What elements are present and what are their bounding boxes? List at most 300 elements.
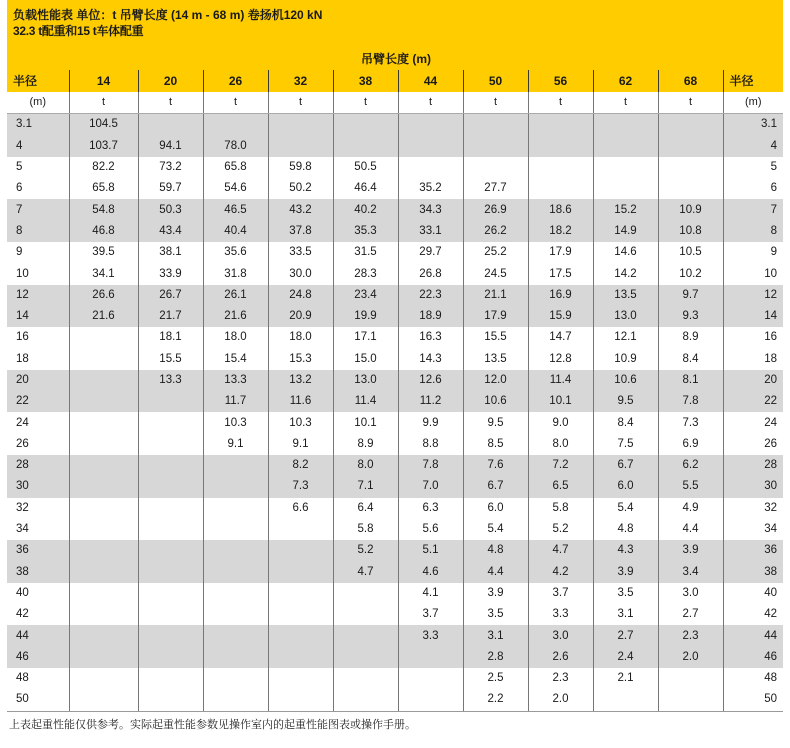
load-cell [69,434,138,455]
load-cell: 21.1 [463,285,528,306]
boom-length-68: 68 [658,70,723,92]
load-cell [203,114,268,136]
load-cell: 8.0 [333,455,398,476]
load-table [7,48,783,711]
load-cell: 13.0 [593,306,658,327]
radius-cell: 38 [7,562,69,583]
load-unit: t [203,92,268,114]
load-cell: 5.8 [333,519,398,540]
load-cell: 26.9 [463,199,528,220]
table-row [7,455,783,476]
load-cell [69,455,138,476]
units-row [7,92,783,114]
load-cell [593,157,658,178]
load-cell: 8.4 [593,412,658,433]
load-cell [203,476,268,497]
load-cell: 4.9 [658,498,723,519]
load-cell: 35.6 [203,242,268,263]
load-cell [333,625,398,646]
load-cell: 18.2 [528,221,593,242]
boom-length-14: 14 [69,70,138,92]
load-cell [138,114,203,136]
load-cell: 3.9 [593,562,658,583]
load-cell: 6.2 [658,455,723,476]
load-cell [333,583,398,604]
radius-cell-right: 30 [723,476,783,497]
load-cell [333,647,398,668]
table-row [7,221,783,242]
load-cell [138,668,203,689]
load-cell: 3.7 [398,604,463,625]
load-cell [69,668,138,689]
radius-unit-left: (m) [7,92,69,114]
load-cell: 11.7 [203,391,268,412]
load-cell: 82.2 [69,157,138,178]
load-cell: 78.0 [203,136,268,157]
load-cell: 15.5 [138,349,203,370]
load-cell [528,136,593,157]
load-cell: 46.5 [203,199,268,220]
load-cell [138,689,203,710]
load-cell [658,689,723,710]
load-unit: t [138,92,203,114]
load-cell: 28.3 [333,263,398,284]
boom-length-label: 吊臂长度 (m) [361,51,431,66]
load-cell: 26.1 [203,285,268,306]
load-cell: 3.5 [593,583,658,604]
load-cell [463,114,528,136]
radius-cell: 50 [7,689,69,710]
table-row [7,562,783,583]
load-cell: 22.3 [398,285,463,306]
radius-cell: 8 [7,221,69,242]
load-cell [69,647,138,668]
load-cell: 7.5 [593,434,658,455]
load-cell [69,540,138,561]
load-cell [398,157,463,178]
load-cell: 8.9 [658,327,723,348]
load-cell: 18.1 [138,327,203,348]
load-unit: t [333,92,398,114]
load-cell: 2.1 [593,668,658,689]
load-cell: 4.4 [463,562,528,583]
load-cell: 3.3 [398,625,463,646]
radius-header-right: 半径 [723,70,783,92]
boom-length-62: 62 [593,70,658,92]
load-cell: 24.8 [268,285,333,306]
table-row [7,285,783,306]
radius-cell: 5 [7,157,69,178]
radius-cell-right: 14 [723,306,783,327]
load-cell [203,668,268,689]
table-row [7,306,783,327]
boom-length-50: 50 [463,70,528,92]
radius-cell-right: 28 [723,455,783,476]
load-cell: 4.1 [398,583,463,604]
load-cell: 50.2 [268,178,333,199]
boom-length-44: 44 [398,70,463,92]
load-cell: 4.2 [528,562,593,583]
load-cell: 20.9 [268,306,333,327]
boom-length-20: 20 [138,70,203,92]
load-cell [203,604,268,625]
load-cell: 40.4 [203,221,268,242]
load-cell: 15.9 [528,306,593,327]
radius-cell: 10 [7,263,69,284]
table-row [7,370,783,391]
table-row [7,540,783,561]
load-cell [268,689,333,710]
load-cell: 33.1 [398,221,463,242]
radius-cell: 14 [7,306,69,327]
load-cell [138,625,203,646]
radius-cell: 46 [7,647,69,668]
load-cell: 6.0 [463,498,528,519]
load-cell [203,562,268,583]
load-cell: 4.8 [593,519,658,540]
radius-cell-right: 44 [723,625,783,646]
radius-cell: 30 [7,476,69,497]
load-cell: 21.6 [69,306,138,327]
load-cell [398,689,463,710]
load-cell: 7.8 [398,455,463,476]
load-cell [69,498,138,519]
load-cell: 33.9 [138,263,203,284]
load-cell: 8.0 [528,434,593,455]
radius-cell-right: 3.1 [723,114,783,136]
radius-cell: 28 [7,455,69,476]
load-cell: 13.3 [138,370,203,391]
table-row [7,199,783,220]
load-cell: 15.3 [268,349,333,370]
load-cell: 6.5 [528,476,593,497]
load-cell [138,647,203,668]
load-cell [333,114,398,136]
load-cell [268,114,333,136]
radius-cell: 4 [7,136,69,157]
load-table-body [7,114,783,711]
load-cell [203,647,268,668]
boom-length-32: 32 [268,70,333,92]
load-cell: 35.3 [333,221,398,242]
load-cell [138,583,203,604]
load-cell: 10.3 [268,412,333,433]
load-cell: 65.8 [203,157,268,178]
load-cell: 9.1 [203,434,268,455]
radius-cell-right: 18 [723,349,783,370]
load-cell [268,647,333,668]
load-cell: 2.2 [463,689,528,710]
radius-cell-right: 46 [723,647,783,668]
load-cell: 15.5 [463,327,528,348]
load-cell: 2.6 [528,647,593,668]
load-cell [268,136,333,157]
load-cell: 10.8 [658,221,723,242]
load-cell: 40.2 [333,199,398,220]
radius-cell-right: 16 [723,327,783,348]
radius-cell-right: 4 [723,136,783,157]
load-unit: t [528,92,593,114]
radius-cell: 9 [7,242,69,263]
load-cell: 9.7 [658,285,723,306]
load-cell: 14.7 [528,327,593,348]
load-cell: 46.8 [69,221,138,242]
load-cell: 9.5 [593,391,658,412]
radius-cell: 6 [7,178,69,199]
load-cell: 2.8 [463,647,528,668]
radius-cell-right: 8 [723,221,783,242]
load-cell [333,689,398,710]
radius-cell-right: 34 [723,519,783,540]
table-row [7,668,783,689]
load-cell [138,434,203,455]
table-row [7,114,783,136]
load-cell [268,625,333,646]
load-cell: 59.8 [268,157,333,178]
load-cell [268,562,333,583]
chart-title-bar [7,0,783,48]
load-cell: 31.8 [203,263,268,284]
load-cell [69,604,138,625]
table-row [7,519,783,540]
radius-cell-right: 12 [723,285,783,306]
load-cell: 54.6 [203,178,268,199]
load-cell: 7.1 [333,476,398,497]
load-cell [69,476,138,497]
load-cell: 8.5 [463,434,528,455]
load-cell: 6.9 [658,434,723,455]
load-cell [138,540,203,561]
radius-cell-right: 24 [723,412,783,433]
load-cell: 10.1 [333,412,398,433]
load-cell [69,562,138,583]
load-cell [658,157,723,178]
table-row [7,476,783,497]
table-row [7,625,783,646]
load-cell [268,583,333,604]
load-cell: 3.3 [528,604,593,625]
radius-cell-right: 10 [723,263,783,284]
load-cell: 103.7 [69,136,138,157]
radius-cell-right: 6 [723,178,783,199]
radius-cell: 42 [7,604,69,625]
load-cell: 26.7 [138,285,203,306]
load-cell [528,157,593,178]
load-cell: 6.7 [593,455,658,476]
load-cell: 39.5 [69,242,138,263]
radius-cell-right: 36 [723,540,783,561]
load-cell [268,604,333,625]
load-cell: 3.5 [463,604,528,625]
boom-length-26: 26 [203,70,268,92]
table-row [7,136,783,157]
load-cell: 7.6 [463,455,528,476]
load-cell [268,540,333,561]
radius-cell: 7 [7,199,69,220]
load-cell: 6.3 [398,498,463,519]
load-cell [463,136,528,157]
load-cell: 15.2 [593,199,658,220]
load-cell [398,668,463,689]
load-cell: 13.5 [593,285,658,306]
load-cell: 12.0 [463,370,528,391]
table-row [7,157,783,178]
table-row [7,263,783,284]
load-cell: 9.1 [268,434,333,455]
radius-cell-right: 22 [723,391,783,412]
load-cell: 65.8 [69,178,138,199]
load-cell: 10.3 [203,412,268,433]
footer-note: 上表起重性能仅供参考。实际起重性能参数见操作室内的起重性能图表或操作手册。 [9,719,416,731]
radius-cell: 44 [7,625,69,646]
load-cell: 73.2 [138,157,203,178]
load-cell [138,604,203,625]
load-cell: 13.0 [333,370,398,391]
load-cell: 13.2 [268,370,333,391]
boom-lengths-row [7,70,783,92]
table-row [7,498,783,519]
table-row [7,391,783,412]
load-cell: 24.5 [463,263,528,284]
load-cell [203,625,268,646]
load-cell: 4.3 [593,540,658,561]
load-cell: 13.3 [203,370,268,391]
radius-cell: 18 [7,349,69,370]
radius-cell: 16 [7,327,69,348]
load-unit: t [268,92,333,114]
load-cell: 14.2 [593,263,658,284]
table-row [7,412,783,433]
load-chart [7,0,783,712]
load-cell: 8.2 [268,455,333,476]
radius-header-left: 半径 [13,73,38,88]
load-cell: 4.4 [658,519,723,540]
table-row [7,583,783,604]
load-cell: 14.3 [398,349,463,370]
load-cell [203,455,268,476]
radius-cell: 48 [7,668,69,689]
load-cell: 7.0 [398,476,463,497]
load-cell [138,519,203,540]
radius-cell-right: 38 [723,562,783,583]
load-cell: 3.1 [463,625,528,646]
table-row [7,178,783,199]
radius-cell: 26 [7,434,69,455]
load-cell [138,476,203,497]
load-cell: 2.0 [528,689,593,710]
load-cell [528,114,593,136]
radius-cell-right: 50 [723,689,783,710]
load-cell: 4.7 [528,540,593,561]
load-cell: 5.8 [528,498,593,519]
radius-cell: 32 [7,498,69,519]
load-cell: 43.4 [138,221,203,242]
load-cell: 3.0 [528,625,593,646]
radius-cell-right: 20 [723,370,783,391]
load-cell [138,412,203,433]
load-cell: 10.9 [658,199,723,220]
radius-cell-right: 48 [723,668,783,689]
load-cell [398,136,463,157]
radius-cell-right: 42 [723,604,783,625]
load-cell [333,604,398,625]
load-cell: 2.3 [658,625,723,646]
load-cell: 10.5 [658,242,723,263]
radius-cell: 24 [7,412,69,433]
table-row [7,689,783,710]
load-cell: 3.9 [463,583,528,604]
load-cell [69,370,138,391]
radius-cell-right: 5 [723,157,783,178]
load-cell: 10.6 [593,370,658,391]
load-cell [203,519,268,540]
load-cell: 29.7 [398,242,463,263]
load-cell [69,689,138,710]
load-cell: 7.2 [528,455,593,476]
load-cell: 18.0 [268,327,333,348]
load-cell: 35.2 [398,178,463,199]
boom-length-38: 38 [333,70,398,92]
load-cell: 17.9 [528,242,593,263]
load-cell: 6.0 [593,476,658,497]
load-cell [268,668,333,689]
load-cell [658,136,723,157]
chart-title: 负载性能表 单位：t 吊臂长度 (14 m - 68 m) 卷扬机120 kN [13,8,323,22]
load-cell: 2.5 [463,668,528,689]
load-unit: t [593,92,658,114]
load-cell: 34.3 [398,199,463,220]
radius-cell: 36 [7,540,69,561]
load-cell: 9.3 [658,306,723,327]
load-cell [69,625,138,646]
table-row [7,349,783,370]
load-cell: 19.9 [333,306,398,327]
radius-unit-right: (m) [723,92,783,114]
load-cell [593,114,658,136]
radius-cell-right: 9 [723,242,783,263]
load-cell: 16.9 [528,285,593,306]
load-cell: 31.5 [333,242,398,263]
load-cell: 5.4 [593,498,658,519]
load-cell [203,540,268,561]
radius-cell: 3.1 [7,114,69,136]
load-cell: 11.2 [398,391,463,412]
load-cell: 26.8 [398,263,463,284]
load-cell [69,519,138,540]
load-cell: 59.7 [138,178,203,199]
radius-cell: 20 [7,370,69,391]
load-cell: 23.4 [333,285,398,306]
load-cell: 18.0 [203,327,268,348]
load-cell: 11.4 [528,370,593,391]
load-cell: 9.9 [398,412,463,433]
load-cell: 3.0 [658,583,723,604]
load-cell: 17.5 [528,263,593,284]
load-cell: 10.9 [593,349,658,370]
load-cell: 10.2 [658,263,723,284]
load-cell [333,668,398,689]
load-cell: 4.6 [398,562,463,583]
load-cell [658,668,723,689]
radius-cell: 40 [7,583,69,604]
load-cell: 37.8 [268,221,333,242]
load-cell: 13.5 [463,349,528,370]
load-cell [203,583,268,604]
load-cell: 33.5 [268,242,333,263]
boom-length-header-row [7,48,783,70]
boom-length-56: 56 [528,70,593,92]
load-cell: 12.8 [528,349,593,370]
